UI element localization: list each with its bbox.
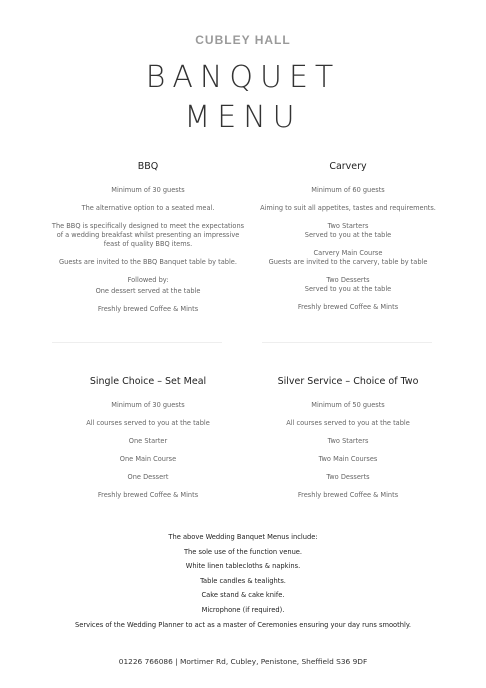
includes-item: Cake stand & cake knife.	[201, 591, 285, 600]
section-title: BBQ	[137, 161, 159, 172]
section-line: All courses served to you at the table	[86, 419, 210, 427]
includes-item: White linen tablecloths & napkins.	[185, 562, 301, 571]
section-divider-right	[262, 342, 432, 343]
includes-heading: The above Wedding Banquet Menus include:	[168, 533, 318, 541]
section-line: Carvery Main Course	[313, 249, 383, 257]
includes-item: Services of the Wedding Planner to act as a master of Ceremonies ensuring your day runs smoothly.	[75, 620, 411, 629]
section-line: Two Desserts	[326, 276, 370, 284]
section-line: Aiming to suit all appetites, tastes and requirements.	[260, 204, 436, 212]
section-line: The BBQ is specifically designed to meet the expectations of a wedding breakfast whilst presenting an impressive feast of quality BBQ items.	[51, 222, 245, 248]
page-title-line-1: BANQUET	[145, 60, 341, 95]
section-line: Freshly brewed Coffee & Mints	[97, 491, 199, 499]
section-line: One dessert served at the table	[95, 287, 201, 295]
section-line: Guests are invited to the BBQ Banquet table by table.	[59, 258, 237, 266]
menu-section-silver-service	[248, 376, 448, 509]
menu-section-bbq	[48, 161, 248, 323]
section-line: Freshly brewed Coffee & Mints	[297, 303, 399, 311]
section-line: One Dessert	[127, 473, 169, 481]
section-line: All courses served to you at the table	[286, 419, 410, 427]
section-line: Served to you at the table	[304, 285, 392, 293]
page-title-line-2: MENU	[184, 100, 302, 135]
brand-logo-text: CUBLEY HALL	[195, 33, 291, 47]
includes-item: The sole use of the function venue.	[183, 547, 303, 556]
includes-item: Table candles & tealights.	[200, 576, 286, 585]
section-line: One Main Course	[119, 455, 177, 463]
section-line: Minimum of 60 guests	[311, 186, 385, 194]
section-line: Two Starters	[327, 222, 369, 230]
section-line: Minimum of 30 guests	[111, 401, 185, 409]
contact-footer: 01226 766086 | Mortimer Rd, Cubley, Penistone, Sheffield S36 9DF	[118, 657, 368, 666]
section-title: Single Choice – Set Meal	[89, 376, 207, 387]
section-line: Followed by:	[127, 276, 169, 284]
section-line: The alternative option to a seated meal.	[81, 204, 215, 212]
section-line: Two Starters	[327, 437, 369, 445]
menu-section-single-choice	[48, 376, 248, 509]
section-title: Silver Service – Choice of Two	[277, 376, 419, 387]
section-line: Two Main Courses	[318, 455, 378, 463]
section-line: Freshly brewed Coffee & Mints	[97, 305, 199, 313]
includes-list	[0, 530, 486, 632]
menu-section-carvery	[248, 161, 448, 321]
section-line: Two Desserts	[326, 473, 370, 481]
section-line: Guests are invited to the carvery, table by table	[268, 258, 428, 266]
includes-item: Microphone (if required).	[201, 605, 285, 614]
section-title: Carvery	[329, 161, 367, 172]
section-line: One Starter	[128, 437, 168, 445]
section-line: Minimum of 50 guests	[311, 401, 385, 409]
section-line: Freshly brewed Coffee & Mints	[297, 491, 399, 499]
section-line: Minimum of 30 guests	[111, 186, 185, 194]
section-divider-left	[52, 342, 222, 343]
section-line: Served to you at the table	[304, 231, 392, 239]
